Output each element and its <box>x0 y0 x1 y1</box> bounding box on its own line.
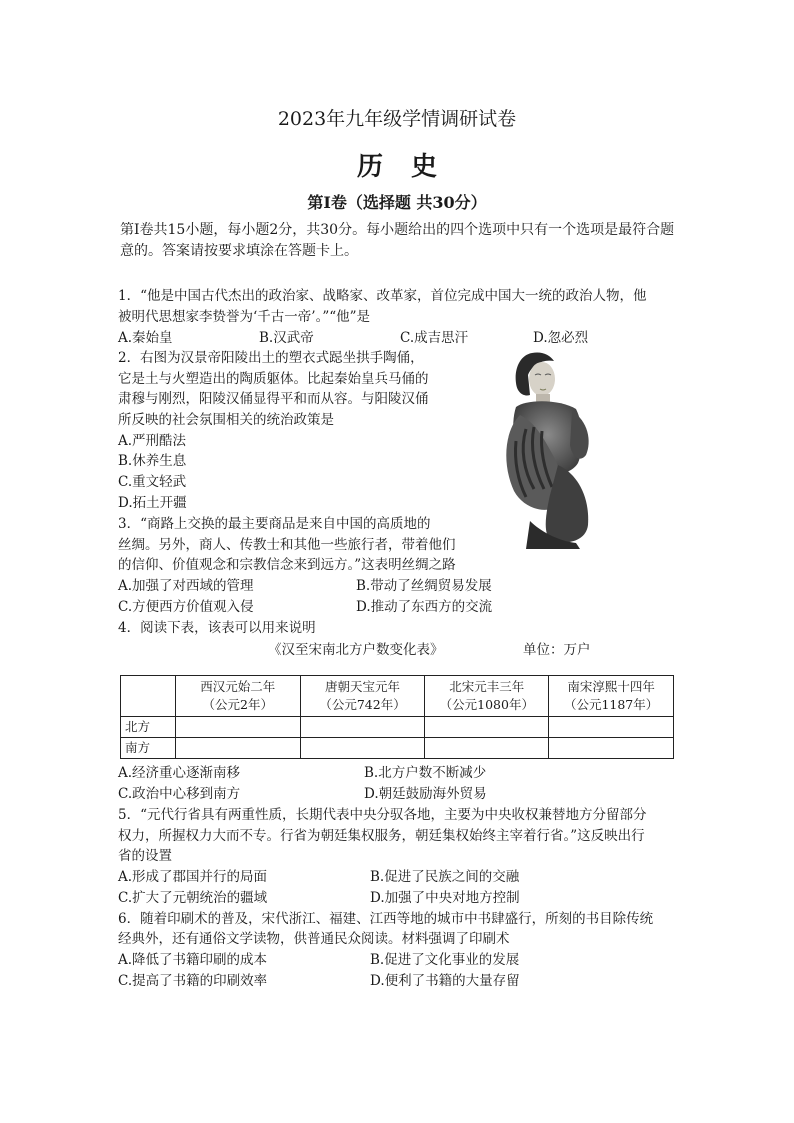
table-cell <box>175 717 300 738</box>
q1-option-a[interactable]: A.秦始皇 <box>118 330 173 346</box>
table-cell <box>300 717 425 738</box>
q2-option-d[interactable]: D.拓土开疆 <box>118 495 187 511</box>
q1-stem-line1: 1．“他是中国古代杰出的政治家、战略家、改革家，首位完成中国大一统的政治人物，他 <box>118 288 647 304</box>
row-label-north: 北方 <box>121 717 176 738</box>
table-unit: 单位：万户 <box>523 642 591 658</box>
q5-option-a[interactable]: A.形成了郡国并行的局面 <box>118 869 268 885</box>
q4-stem-line1: 4．阅读下表，该表可以用来说明 <box>118 620 316 636</box>
q1-option-b[interactable]: B.汉武帝 <box>259 330 314 346</box>
q2-option-a[interactable]: A.严刑酷法 <box>118 433 187 449</box>
q5-option-d[interactable]: D.加强了中央对地方控制 <box>370 890 520 906</box>
table-cell <box>300 738 425 759</box>
household-table <box>120 675 674 759</box>
q3-stem-line3: 的信仰、价值观念和宗教信念来到远方。”这表明丝绸之路 <box>118 557 456 573</box>
q6-stem-line1: 6．随着印刷术的普及，宋代浙江、福建、江西等地的城市中书肆盛行，所刻的书目除传统 <box>118 911 654 927</box>
q3-stem-line2: 丝绸。另外，商人、传教士和其他一些旅行者，带着他们 <box>118 537 456 553</box>
q5-stem-line1: 5．“元代行省具有两重性质，长期代表中央分驭各地，主要为中央收权兼替地方分留部分 <box>118 807 647 823</box>
q5-option-b[interactable]: B.促进了民族之间的交融 <box>370 869 520 885</box>
q5-stem-line2: 权力，所握权力大而不专。行省为朝廷集权服务，朝廷集权始终主宰着行省。”这反映出行 <box>118 828 645 844</box>
table-header-cell: 唐朝天宝元年 （公元742年） <box>300 676 425 717</box>
table-header-cell: 西汉元始二年 （公元2年） <box>175 676 300 717</box>
q4-option-d[interactable]: D.朝廷鼓励海外贸易 <box>364 786 487 802</box>
exam-title: 2023年九年级学情调研试卷 <box>277 108 517 130</box>
q1-option-c[interactable]: C.成吉思汗 <box>400 330 469 346</box>
section-instructions: 第Ⅰ卷共15小题，每小题2分，共30分。每小题给出的四个选项中只有一个选项是最符合题意的。答案请按要求填涂在答题卡上。 <box>120 222 675 259</box>
q2-option-c[interactable]: C.重文轻武 <box>118 474 187 490</box>
table-cell <box>425 717 549 738</box>
q4-option-b[interactable]: B.北方户数不断减少 <box>364 765 487 781</box>
q2-stem-line3: 肃穆与刚烈，阳陵汉俑显得平和而从容。与阳陵汉俑 <box>118 391 429 407</box>
q6-option-c[interactable]: C.提高了书籍的印刷效率 <box>118 973 268 989</box>
q2-option-b[interactable]: B.休养生息 <box>118 453 187 469</box>
q3-option-a[interactable]: A.加强了对西域的管理 <box>118 578 254 594</box>
q6-stem-line2: 经典外，还有通俗文学读物，供普通民众阅读。材料强调了印刷术 <box>118 931 510 947</box>
table-cell <box>549 717 674 738</box>
q3-stem-line1: 3．“商路上交换的最主要商品是来自中国的高质地的 <box>118 516 431 532</box>
q2-stem-line4: 所反映的社会氛围相关的统治政策是 <box>118 412 334 428</box>
q1-option-d[interactable]: D.忽必烈 <box>533 330 589 346</box>
q2-stem-line1: 2．右图为汉景帝阳陵出土的塑衣式跽坐拱手陶俑， <box>118 350 424 366</box>
q5-option-c[interactable]: C.扩大了元朝统治的疆域 <box>118 890 268 906</box>
subject-title: 历史 <box>356 152 465 182</box>
q6-option-d[interactable]: D.便利了书籍的大量存留 <box>370 973 520 989</box>
q6-option-a[interactable]: A.降低了书籍印刷的成本 <box>118 952 268 968</box>
q6-option-b[interactable]: B.促进了文化事业的发展 <box>370 952 520 968</box>
q4-option-c[interactable]: C.政治中心移到南方 <box>118 786 241 802</box>
q3-option-b[interactable]: B.带动了丝绸贸易发展 <box>356 578 492 594</box>
q3-option-d[interactable]: D.推动了东西方的交流 <box>356 599 493 615</box>
table-cell <box>425 738 549 759</box>
row-label-south: 南方 <box>121 738 176 759</box>
table-row <box>121 738 674 759</box>
pottery-figurine-image <box>480 345 615 550</box>
table-header-row <box>121 676 674 717</box>
q1-stem-line2: 被明代思想家李贽誉为‘千古一帝’。”“他”是 <box>118 309 371 325</box>
table-cell <box>549 738 674 759</box>
table-header-cell: 北宋元丰三年 （公元1080年） <box>425 676 549 717</box>
table-caption: 《汉至宋南北方户数变化表》 <box>268 642 444 658</box>
section-heading: 第Ⅰ卷（选择题 共30分） <box>307 193 487 212</box>
table-corner-cell <box>121 676 176 717</box>
table-header-cell: 南宋淳熙十四年 （公元1187年） <box>549 676 674 717</box>
table-cell <box>175 738 300 759</box>
q2-stem-line2: 它是土与火塑造出的陶质躯体。比起秦始皇兵马俑的 <box>118 371 429 387</box>
q4-option-a[interactable]: A.经济重心逐渐南移 <box>118 765 241 781</box>
table-row <box>121 717 674 738</box>
q3-option-c[interactable]: C.方便西方价值观入侵 <box>118 599 254 615</box>
q5-stem-line3: 省的设置 <box>118 848 172 864</box>
